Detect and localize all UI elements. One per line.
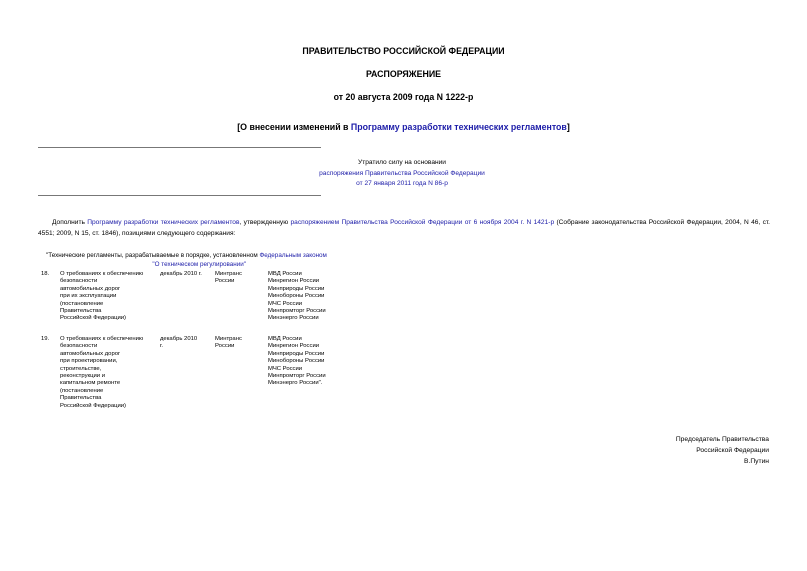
row-title: О требованиях к обеспечению безопасности автомобильных дорог при их эксплуатации (постановление Правительства Российской Федерации) [60, 271, 144, 322]
document-title [0, 122, 807, 132]
program-link[interactable]: Программу разработки технических регламентов [350, 122, 567, 132]
repeal-order-date-link[interactable]: от 27 января 2011 года N 86-р [356, 180, 448, 187]
quote-text: "Технические регламенты, разрабатываемые в порядке, установленном [46, 252, 260, 259]
title-suffix: ] [566, 122, 570, 132]
program-link-body[interactable]: Программу разработки технических регламентов [87, 219, 240, 226]
tech-regulation-law-link[interactable]: "О техническом регулировании" [152, 261, 246, 268]
row-responsible: Минтранс России [215, 336, 242, 350]
lost-force-note [300, 158, 504, 190]
table-row [0, 336, 807, 418]
order-1421-link[interactable]: распоряжением Правительства Российской Федерации от 6 ноября 2004 г. N 1421-р [290, 219, 555, 226]
row-deadline: декабрь 2010 г. [160, 271, 202, 277]
document-date-number: от 20 августа 2009 года N 1222-р [333, 92, 474, 102]
quote-intro [46, 251, 346, 269]
divider-top [38, 147, 321, 148]
signature-block [569, 435, 769, 467]
signatory-name: В.Путин [744, 457, 769, 465]
row-co-executors: МВД России Минрегион России Минприроды России Минобороны России МЧС России Минпромторг России Минэнерго России". [268, 336, 326, 387]
row-co-executors: МВД России Минрегион России Минприроды России Минобороны России МЧС России Минпромторг России Минэнерго России [268, 271, 326, 322]
signatory-position: Председатель Правительства [675, 436, 769, 443]
authority-heading: ПРАВИТЕЛЬСТВО РОССИЙСКОЙ ФЕДЕРАЦИИ [302, 46, 505, 56]
title-prefix: [О внесении изменений в [237, 122, 351, 132]
signatory-position: Российской Федерации [696, 446, 769, 454]
row-responsible: Минтранс России [215, 271, 242, 285]
repeal-order-link[interactable]: распоряжения Правительства Российской Федерации [319, 169, 485, 177]
body-paragraph [38, 218, 770, 240]
lost-force-line: Утратило силу на основании [358, 159, 446, 166]
body-text: Дополнить [52, 219, 88, 226]
federal-law-link[interactable]: Федеральным законом [259, 252, 327, 259]
row-deadline: декабрь 2010 г. [160, 336, 198, 350]
body-text: , утвержденную [239, 219, 291, 226]
table-row [0, 271, 807, 331]
divider-bottom [38, 195, 321, 196]
body-text: (Собрание законодательства Российской Федерации, 2004, N 46, ст. 4551; 2009, N 15, ст. 1846), позициями следующего содержания: [38, 219, 771, 237]
row-title: О требованиях к обеспечению безопасности автомобильных дорог при проектировании, строительстве, реконструкции и капитальном ремонте (постановление Правительства Российской Федерации) [60, 336, 144, 409]
document-type: РАСПОРЯЖЕНИЕ [365, 69, 442, 79]
row-number: 19. [41, 336, 50, 342]
row-number: 18. [41, 271, 50, 277]
